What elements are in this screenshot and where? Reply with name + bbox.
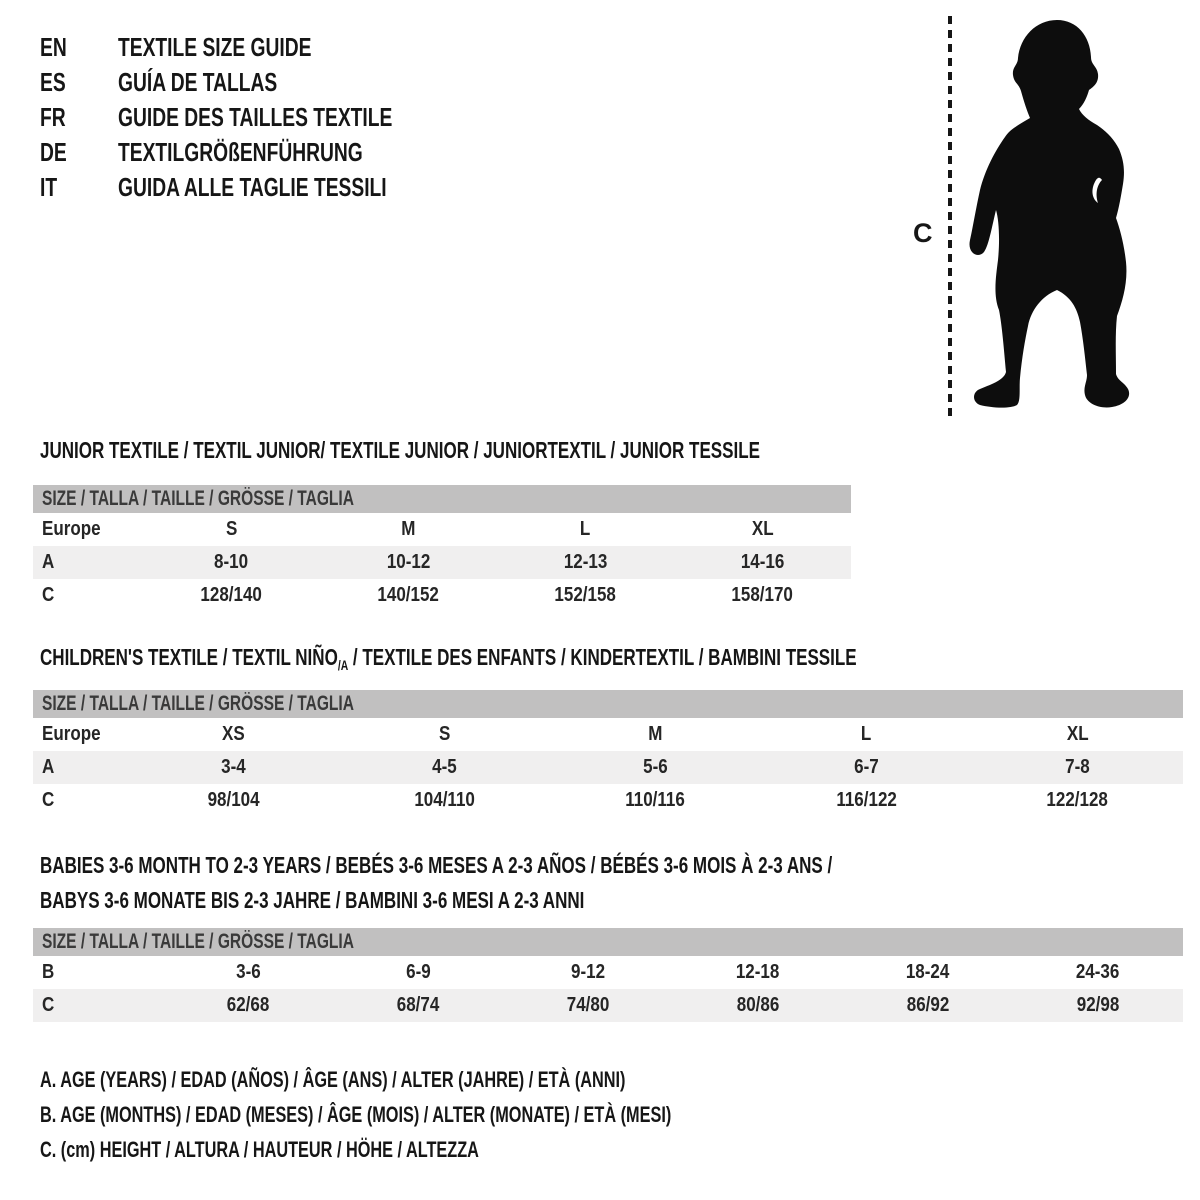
size-cell: 8-10 [214,551,249,573]
language-title-list [40,30,489,205]
table-row [33,956,1183,989]
row-label: B [42,961,55,983]
language-row [40,170,489,205]
height-measure-label: C [913,218,933,248]
language-code: ES [40,67,66,97]
footnote-line: A. AGE (YEARS) / EDAD (AÑOS) / ÂGE (ANS) / ALTER (JAHRE) / ETÀ (ANNI) [40,1066,626,1092]
size-cell: 140/152 [377,584,440,606]
size-header-label: SIZE / TALLA / TAILLE / GRÖSSE / TAGLIA [42,930,354,953]
row-label: C [42,584,55,606]
size-cell: XL [1066,723,1089,745]
language-row [40,65,489,100]
size-cell: 80/86 [736,994,780,1016]
size-header-bar [33,690,1183,718]
table-row [33,546,851,579]
size-cell: XS [222,723,245,745]
size-cell: 24-36 [1076,961,1120,983]
language-code: EN [40,32,67,62]
size-cell: M [648,723,663,745]
size-cell: 5-6 [643,756,668,778]
size-header-bar [33,928,1183,956]
size-cell: M [401,518,416,540]
section-title: BABIES 3-6 MONTH TO 2-3 YEARS / BEBÉS 3-6 MESES A 2-3 AÑOS / BÉBÉS 3-6 MOIS À 2-3 ANS / [40,852,833,878]
size-cell: L [861,723,872,745]
size-cell: 4-5 [432,756,457,778]
section-title: CHILDREN'S TEXTILE / TEXTIL $NIÑO_{/A}$ / TEXTILE DES ENFANTS / KINDERTEXTIL / BAMBINI TESSILE [40,644,857,673]
size-cell: 6-7 [854,756,879,778]
size-cell: S [438,723,451,745]
size-cell: 12-18 [736,961,780,983]
language-title: GUÍA DE TALLAS [118,67,278,97]
size-cell: 18-24 [906,961,950,983]
footnote-line: B. AGE (MONTHS) / EDAD (MESES) / ÂGE (MOIS) / ALTER (MONATE) / ETÀ (MESI) [40,1101,672,1127]
table-row [33,513,851,546]
language-row [40,100,489,135]
toddler-silhouette-icon [958,10,1143,420]
row-label: C [42,994,55,1016]
language-title: GUIDA ALLE TAGLIE TESSILI [118,172,387,202]
children-table-section [33,641,1183,817]
size-cell: 152/158 [554,584,617,606]
size-cell: 116/122 [836,789,897,811]
size-cell: 10-12 [386,551,431,573]
size-table [33,485,851,612]
size-header-label: SIZE / TALLA / TAILLE / GRÖSSE / TAGLIA [42,692,354,715]
size-cell: 3-6 [235,961,261,983]
size-cell: 158/170 [731,584,794,606]
size-cell: 92/98 [1076,994,1120,1016]
size-cell: 6-9 [405,961,431,983]
footnotes [40,1062,893,1167]
row-label: Europe [42,723,101,745]
language-code: IT [40,172,58,202]
size-header-bar [33,485,851,513]
size-cell: 86/92 [906,994,950,1016]
section-title: BABYS 3-6 MONATE BIS 2-3 JAHRE / BAMBINI 3-6 MESI A 2-3 ANNI [40,887,585,913]
table-row [33,989,1183,1022]
size-cell: 14-16 [740,551,785,573]
size-header-label: SIZE / TALLA / TAILLE / GRÖSSE / TAGLIA [42,487,354,510]
size-cell: L [580,518,591,540]
size-cell: 98/104 [207,789,260,811]
language-code: DE [40,137,67,167]
row-label: Europe [42,518,101,540]
table-row [33,718,1183,751]
section-title: JUNIOR TEXTILE / TEXTIL JUNIOR/ TEXTILE JUNIOR / JUNIORTEXTIL / JUNIOR TESSILE [40,437,760,463]
size-cell: 68/74 [396,994,440,1016]
language-title: GUIDE DES TAILLES TEXTILE [118,102,393,132]
language-code: FR [40,102,66,132]
size-cell: 9-12 [570,961,606,983]
size-cell: S [225,518,238,540]
size-table [33,690,1183,817]
table-row [33,784,1183,817]
row-label: C [42,789,55,811]
babies-table-section [33,848,1183,1022]
size-cell: 7-8 [1065,756,1090,778]
language-row [40,30,489,65]
size-cell: 110/116 [625,789,686,811]
table-row [33,751,1183,784]
size-cell: 74/80 [566,994,610,1016]
size-cell: 128/140 [200,584,263,606]
language-title: TEXTILE SIZE GUIDE [118,32,312,62]
footnote-line: C. (cm) HEIGHT / ALTURA / HAUTEUR / HÖHE / ALTEZZA [40,1136,479,1162]
size-table [33,928,1183,1022]
size-cell: 104/110 [414,789,475,811]
size-cell: 12-13 [563,551,608,573]
row-label: A [42,551,55,573]
size-cell: XL [751,518,774,540]
junior-table-section [33,433,851,612]
size-cell: 122/128 [1046,789,1109,811]
size-cell: 62/68 [226,994,270,1016]
gender-suffix: /A [337,657,349,673]
size-cell: 3-4 [221,756,246,778]
language-title: TEXTILGRÖßENFÜHRUNG [118,137,363,167]
row-label: A [42,756,55,778]
table-row [33,579,851,612]
language-row [40,135,489,170]
height-measure-line [948,16,952,416]
